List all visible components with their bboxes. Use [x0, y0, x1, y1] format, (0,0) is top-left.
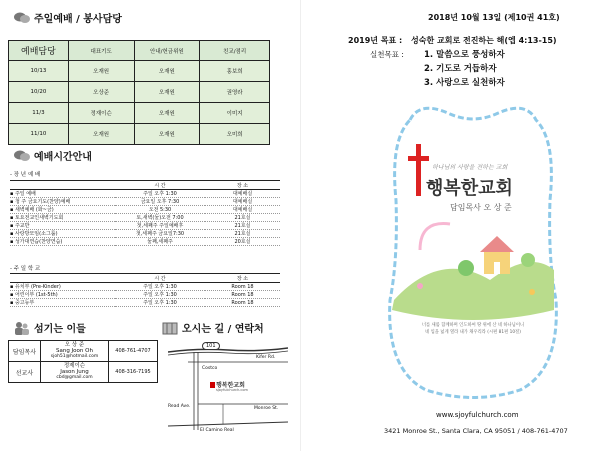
duty-cell: 권영라 [200, 82, 270, 103]
practice-goal-item: 1. 말씀으로 풍성하자 [424, 50, 505, 60]
serve-section-header [14, 320, 86, 335]
duty-cell: 홍보희 [200, 61, 270, 82]
costco-label: Costco [202, 366, 218, 371]
worship-header-cell: 장 소 [205, 274, 280, 283]
cover-pastor: 담임목사 오 상 준 [450, 203, 512, 212]
cover-verse [398, 322, 548, 336]
monroe-street-label: Monroe St. [254, 406, 279, 411]
worship-cell: 21호실 [205, 222, 280, 230]
worship-cell: ▪ 토요전교인새벽기도회 [10, 214, 115, 222]
worship-cell: 21호실 [205, 214, 280, 222]
table-row [10, 299, 280, 307]
serve-role: 선교사 [9, 362, 41, 383]
table-row [10, 283, 280, 291]
practice-goal-label: 실천목표 : [370, 50, 404, 59]
church-address: 3421 Monroe St., Santa Clara, CA 95051 / 408-761-4707 [384, 427, 568, 435]
worship-table-header [10, 274, 280, 283]
serve-name-cell [40, 341, 108, 362]
adult-worship-table [10, 180, 280, 246]
serve-email: sjoh51@hotmail.com [50, 354, 99, 359]
serve-name: 오 상 준 [64, 342, 85, 348]
cover-illustration [380, 100, 566, 400]
duty-cell: 오재원 [68, 124, 134, 145]
worship-cell: 주일 오후 1:30 [115, 190, 205, 198]
table-row [9, 341, 158, 362]
duty-cell: 정재이슨 [68, 103, 134, 124]
duty-section-title: 주일예배 / 봉사담당 [34, 14, 122, 25]
table-row [10, 198, 280, 206]
worship-cell: ▪ 주일 예배 [10, 190, 115, 198]
worship-cell: 토,새벽(둘)오전 7:00 [115, 214, 205, 222]
table-row [10, 222, 280, 230]
worship-cell: ▪ 중고등부 [10, 299, 115, 307]
kifer-road-label: Kifer Rd. [256, 355, 276, 360]
duty-cell: 10/20 [9, 82, 69, 103]
worship-cell: 주일 오후 1:30 [115, 299, 205, 307]
duty-cell: 오재원 [134, 124, 200, 145]
worship-header-cell [10, 181, 115, 190]
table-row [10, 230, 280, 238]
bulletin-issue: (제10권 41호) [504, 13, 560, 22]
cover-verse-line: 너를 새롭 함께하며 인도하여 땅 위에 산 네 하나님이니 [421, 323, 525, 328]
duty-cell: 오재원 [134, 82, 200, 103]
el-camino-label: El Camino Real [200, 428, 234, 433]
worship-cell: ▪ 청 주 금요기도(찬양)예배 [10, 198, 115, 206]
worship-header-cell: 시 간 [115, 181, 205, 190]
worship-cell: 주일 오후 1:30 [115, 283, 205, 291]
table-row [10, 206, 280, 214]
practice-goal-list [424, 48, 505, 90]
worship-cell: ▪ 주교반 [10, 222, 115, 230]
serve-role: 담임목사 [9, 341, 41, 362]
table-row [9, 82, 270, 103]
map-icon [162, 321, 178, 335]
worship-cell: 대예배실 [205, 206, 280, 214]
worship-cell: Room 18 [205, 283, 280, 291]
worship-section-header [14, 148, 92, 163]
read-ave-label: Read Ave. [168, 404, 191, 409]
worship-cell: 대예배실 [205, 198, 280, 206]
table-row [9, 124, 270, 145]
practice-goal-item: 3. 사랑으로 실천하자 [424, 78, 505, 88]
table-row [10, 214, 280, 222]
worship-cell: 첫,세째주 금요일7:30 [115, 230, 205, 238]
worship-header-cell: 시 간 [115, 274, 205, 283]
worship-cell: ▪ 성가대연습(찬양연습) [10, 238, 115, 246]
table-row [10, 291, 280, 299]
serve-name-en: Sang Joon Oh [55, 348, 93, 354]
table-row [9, 103, 270, 124]
adult-worship-label: - 장 년 예 배 [10, 172, 41, 178]
duty-header-cell: 대표기도 [68, 41, 134, 61]
table-row [9, 61, 270, 82]
duty-cell: 오재원 [68, 61, 134, 82]
table-row [9, 362, 158, 383]
worship-cell: 20호실 [205, 238, 280, 246]
worship-cell: Room 18 [205, 299, 280, 307]
chat-icon [14, 149, 30, 163]
serve-phone: 408-316-7195 [109, 362, 158, 383]
map-church-name: 행복한교회 [216, 382, 245, 389]
worship-cell: 금요일 오후 7:30 [115, 198, 205, 206]
serve-section-title: 섬기는 이들 [34, 324, 86, 335]
school-worship-label: - 주 일 학 교 [10, 266, 41, 272]
worship-cell: 오전 5:30 [115, 206, 205, 214]
worship-header-cell: 장 소 [205, 181, 280, 190]
duty-table [8, 40, 270, 145]
serve-phone: 408-761-4707 [109, 341, 158, 362]
map-section-header [162, 320, 264, 335]
serve-name: 정제이슨 [63, 363, 86, 369]
map-church-url: sjoyfulchurch.com [216, 388, 248, 392]
worship-cell: 21호실 [205, 230, 280, 238]
cover-frame-drawing [380, 100, 566, 400]
worship-cell: ▪ 어린이부 (1st-5th) [10, 291, 115, 299]
worship-cell: 주일 오후 1:30 [115, 291, 205, 299]
cover-tagline: 하나님의 사랑을 전하는 교회 [432, 164, 508, 171]
speech-bubbles-icon [14, 11, 30, 25]
duty-cell: 오상준 [68, 82, 134, 103]
worship-cell: 둘째,세째주 [115, 238, 205, 246]
worship-header-cell [10, 274, 115, 283]
duty-cell: 11/3 [9, 103, 69, 124]
serve-table [8, 340, 158, 383]
people-icon [14, 321, 30, 335]
cover-church-name: 행복한교회 [426, 178, 513, 199]
serve-name-cell [40, 362, 108, 383]
year-goal-line [348, 35, 557, 46]
location-map [168, 338, 288, 438]
worship-cell: ▪ 새벽예배 (화~금) [10, 206, 115, 214]
worship-table-header [10, 181, 280, 190]
highway-101-badge: 101 [202, 342, 220, 350]
year-goal-label: 2019년 목표 : [348, 36, 403, 45]
map-section-title: 오시는 길 / 연락처 [182, 324, 264, 335]
duty-cell: 이미지 [200, 103, 270, 124]
year-goal-text: 성숙한 교회로 전진하는 해(엡 4:13-15) [411, 36, 557, 45]
duty-cell: 11/10 [9, 124, 69, 145]
cover-verse-line: 네 입을 넓게 열라 내가 채우리라 (시편 81편 10절) [425, 330, 521, 335]
practice-goal-item: 2. 기도로 거듭하자 [424, 64, 497, 74]
worship-cell: ▪ 유치부 (Pre-Kinder) [10, 283, 115, 291]
church-website: www.sjoyfulchurch.com [436, 411, 519, 419]
duty-cell: 10/13 [9, 61, 69, 82]
duty-header-cell: 친교/점리 [200, 41, 270, 61]
school-worship-table [10, 273, 280, 307]
worship-cell: ▪ 사랑방모임(소그룹) [10, 230, 115, 238]
worship-section-title: 예배시간안내 [34, 152, 92, 163]
duty-header-cell: 안내/헌금위원 [134, 41, 200, 61]
worship-cell: 대예배실 [205, 190, 280, 198]
bulletin-date: 2018년 10월 13일 [428, 13, 502, 22]
table-row [10, 238, 280, 246]
worship-cell: Room 18 [205, 291, 280, 299]
duty-cell: 오재원 [134, 103, 200, 124]
worship-cell: 첫,세째주 주일예배후 [115, 222, 205, 230]
duty-cell: 오재원 [134, 61, 200, 82]
bulletin-date-line [428, 12, 560, 23]
duty-table-header [9, 41, 270, 61]
duty-cell: 오미희 [200, 124, 270, 145]
serve-email: cbd@gmail.com [56, 375, 93, 380]
duty-header-cell: 예배담당 [9, 41, 69, 61]
page-divider [300, 0, 301, 451]
duty-section-header [14, 10, 122, 25]
serve-name-en: Jason Jung [60, 369, 89, 375]
table-row [10, 190, 280, 198]
